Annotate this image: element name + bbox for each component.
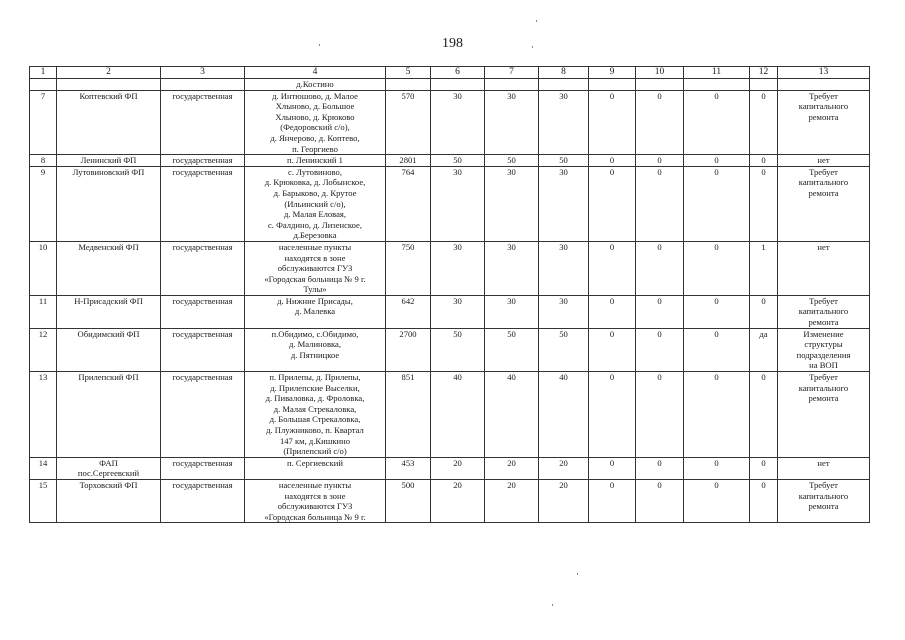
header-cell: 1 — [30, 67, 57, 79]
table-cell: 50 — [485, 328, 539, 371]
table-cell: 50 — [431, 155, 485, 167]
header-cell: 8 — [539, 67, 589, 79]
header-cell: 6 — [431, 67, 485, 79]
table-cell — [539, 79, 589, 91]
table-cell — [431, 79, 485, 91]
table-cell: Требует капитального ремонта — [778, 166, 870, 241]
table-body — [30, 79, 870, 523]
table-cell: государственная — [161, 479, 245, 522]
header-cell: 5 — [386, 67, 431, 79]
table-cell: 0 — [636, 457, 684, 479]
table-cell: 642 — [386, 295, 431, 328]
table-cell: 750 — [386, 241, 431, 295]
continuation-row — [30, 79, 870, 91]
table-cell: государственная — [161, 166, 245, 241]
scan-speck — [552, 604, 553, 606]
table-cell: 50 — [485, 155, 539, 167]
table-cell: 0 — [636, 328, 684, 371]
table-cell: 13 — [30, 372, 57, 458]
table-row — [30, 166, 870, 241]
table-cell: 40 — [539, 372, 589, 458]
table-cell: 764 — [386, 166, 431, 241]
table-cell: д.Костино — [245, 79, 386, 91]
table-cell: государственная — [161, 457, 245, 479]
table-cell: 14 — [30, 457, 57, 479]
table-cell: 0 — [636, 90, 684, 155]
table-cell: 30 — [539, 241, 589, 295]
table-cell: 20 — [431, 457, 485, 479]
table-cell: 50 — [539, 328, 589, 371]
table-cell: государственная — [161, 241, 245, 295]
table-cell — [30, 79, 57, 91]
table-cell: ФАП пос.Сергеевский — [57, 457, 161, 479]
table-cell: с. Лутовиново, д. Крюковка, д. Лобынское, д. Барыково, д. Крутое (Ильинский с/о), д. Малая Еловая, с. Фалдино, д. Лизенское, д.Березовка — [245, 166, 386, 241]
table-cell: 0 — [589, 328, 636, 371]
table-cell: 0 — [636, 479, 684, 522]
table-cell: 30 — [431, 295, 485, 328]
table-cell: 30 — [485, 295, 539, 328]
table-cell: 20 — [485, 457, 539, 479]
table-cell: 12 — [30, 328, 57, 371]
table-cell: 40 — [431, 372, 485, 458]
table-cell: 0 — [636, 295, 684, 328]
table-cell: 0 — [684, 90, 750, 155]
table-cell — [485, 79, 539, 91]
table-cell: нет — [778, 457, 870, 479]
table-cell: 0 — [589, 241, 636, 295]
table-cell: 30 — [485, 166, 539, 241]
table-row — [30, 155, 870, 167]
table-cell: государственная — [161, 372, 245, 458]
table-cell: 30 — [431, 241, 485, 295]
header-cell: 3 — [161, 67, 245, 79]
table-cell: 2700 — [386, 328, 431, 371]
table-cell — [636, 79, 684, 91]
table-cell: д. Нижние Присады, д. Малевка — [245, 295, 386, 328]
table-cell: 0 — [589, 90, 636, 155]
table-cell: 0 — [684, 479, 750, 522]
header-cell: 10 — [636, 67, 684, 79]
table-cell: 11 — [30, 295, 57, 328]
table-cell: 0 — [684, 295, 750, 328]
table-cell — [57, 79, 161, 91]
table-cell — [161, 79, 245, 91]
table-cell: Медвенский ФП — [57, 241, 161, 295]
table-cell — [386, 79, 431, 91]
header-cell: 11 — [684, 67, 750, 79]
table-cell: Ленинский ФП — [57, 155, 161, 167]
table-cell: 500 — [386, 479, 431, 522]
table-cell: 453 — [386, 457, 431, 479]
facilities-table — [29, 66, 870, 523]
table-cell: 8 — [30, 155, 57, 167]
table-cell: 20 — [539, 479, 589, 522]
table-cell: Требует капитального ремонта — [778, 479, 870, 522]
table-cell: 30 — [431, 166, 485, 241]
table-cell: Изменение структуры подразделения на ВОП — [778, 328, 870, 371]
table-cell: нет — [778, 241, 870, 295]
table-cell: 40 — [485, 372, 539, 458]
table-cell: Коптевский ФП — [57, 90, 161, 155]
table-cell: Лутовиновский ФП — [57, 166, 161, 241]
table-cell: Торховский ФП — [57, 479, 161, 522]
table-cell: 30 — [539, 295, 589, 328]
header-cell: 7 — [485, 67, 539, 79]
table-cell — [750, 79, 778, 91]
table-row — [30, 295, 870, 328]
table-cell: 851 — [386, 372, 431, 458]
header-cell: 2 — [57, 67, 161, 79]
table-cell: 0 — [684, 328, 750, 371]
table-row — [30, 457, 870, 479]
table-cell: п. Прилепы, д. Прилепы, д. Прилепские Выселки, д. Пиваловка, д. Фроловка, д. Малая Стрекаловка, д. Большая Стрекаловка, д. Плужниково, п. Квартал 147 км, д.Кишкино (Прилепский с/о) — [245, 372, 386, 458]
table-cell: д. Интюшово, д. Малое Хлыново, д. Большое Хлыново, д. Крюково (Федоровский с/о), д. Янчерово, д. Коптево, п. Георгиево — [245, 90, 386, 155]
table-cell: 0 — [589, 372, 636, 458]
header-cell: 9 — [589, 67, 636, 79]
table-cell: 9 — [30, 166, 57, 241]
table-cell: Требует капитального ремонта — [778, 295, 870, 328]
table-cell: 0 — [684, 457, 750, 479]
header-cell: 13 — [778, 67, 870, 79]
header-cell: 12 — [750, 67, 778, 79]
table-row — [30, 241, 870, 295]
table-cell: 0 — [750, 479, 778, 522]
table-cell: 0 — [750, 166, 778, 241]
header-cell: 4 — [245, 67, 386, 79]
table-cell: 15 — [30, 479, 57, 522]
table-cell: 0 — [636, 372, 684, 458]
table-cell: 0 — [684, 166, 750, 241]
table-cell: 0 — [589, 155, 636, 167]
table-cell: 570 — [386, 90, 431, 155]
table-cell: Требует капитального ремонта — [778, 90, 870, 155]
table-cell: 0 — [684, 241, 750, 295]
table-cell: 0 — [750, 295, 778, 328]
table-cell: да — [750, 328, 778, 371]
table-cell: 1 — [750, 241, 778, 295]
table-cell: государственная — [161, 155, 245, 167]
table-cell: 10 — [30, 241, 57, 295]
table-cell: 0 — [589, 457, 636, 479]
table-cell: п.Обидимо, с.Обидимо, д. Малиновка, д. Пятницкое — [245, 328, 386, 371]
table-cell: 30 — [539, 90, 589, 155]
table-cell: 0 — [589, 166, 636, 241]
table-cell: 0 — [750, 457, 778, 479]
table-cell: государственная — [161, 328, 245, 371]
table-cell: 0 — [684, 372, 750, 458]
table-cell: 0 — [636, 155, 684, 167]
table-cell: 0 — [636, 241, 684, 295]
table-cell: 2801 — [386, 155, 431, 167]
table-cell: населенные пункты находятся в зоне обслуживаются ГУЗ «Городская больница № 9 г. Тулы» — [245, 241, 386, 295]
table-cell: государственная — [161, 295, 245, 328]
scan-speck — [532, 46, 533, 48]
table-cell: 50 — [431, 328, 485, 371]
table-row — [30, 90, 870, 155]
table-cell: 30 — [539, 166, 589, 241]
table-cell: 0 — [589, 295, 636, 328]
table-cell: 0 — [684, 155, 750, 167]
table-cell — [778, 79, 870, 91]
page-number: 198 — [442, 36, 463, 51]
table-cell: 0 — [750, 155, 778, 167]
table-cell: 30 — [431, 90, 485, 155]
table-cell: 30 — [485, 90, 539, 155]
table-cell: 0 — [750, 90, 778, 155]
table-cell: государственная — [161, 90, 245, 155]
table-cell: п. Ленинский 1 — [245, 155, 386, 167]
table-cell: 7 — [30, 90, 57, 155]
table-cell: 0 — [750, 372, 778, 458]
table-cell: Обидимский ФП — [57, 328, 161, 371]
table-cell: нет — [778, 155, 870, 167]
table-cell: Н-Присадский ФП — [57, 295, 161, 328]
table-cell: Требует капитального ремонта — [778, 372, 870, 458]
scan-speck — [577, 573, 578, 575]
table-cell: населенные пункты находятся в зоне обслуживаются ГУЗ «Городская больница № 9 г. — [245, 479, 386, 522]
table-cell: 50 — [539, 155, 589, 167]
table-cell: 20 — [485, 479, 539, 522]
table-cell — [684, 79, 750, 91]
header-row — [30, 67, 870, 79]
table-cell: 20 — [431, 479, 485, 522]
table-cell: 20 — [539, 457, 589, 479]
table-cell: п. Сергиевский — [245, 457, 386, 479]
scan-speck — [319, 44, 320, 46]
table-row — [30, 328, 870, 371]
table-cell: 30 — [485, 241, 539, 295]
scan-speck — [536, 20, 537, 22]
table-row — [30, 372, 870, 458]
table-cell — [589, 79, 636, 91]
table-cell: Прилепский ФП — [57, 372, 161, 458]
table-cell: 0 — [589, 479, 636, 522]
table-cell: 0 — [636, 166, 684, 241]
table-row — [30, 479, 870, 522]
